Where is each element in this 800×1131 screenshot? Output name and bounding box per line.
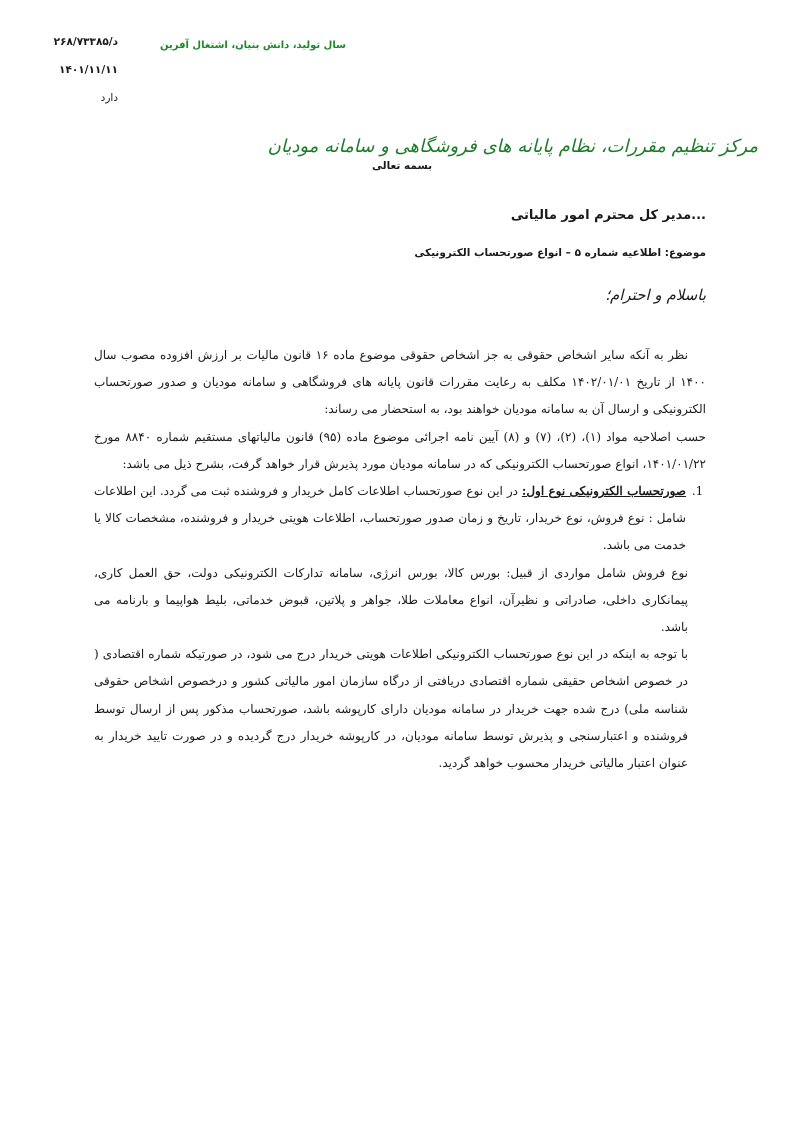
paragraph-regulation: حسب اصلاحیه مواد (۱)، (۲)، (۷) و (۸) آیین نامه اجرائی موضوع ماده (۹۵) قانون مالیاتهای مستقیم شماره ۸۸۴۰ مورخ ۱۴۰۱/۰۱/۲۲، انواع صورتحساب الکترونیکی که در سامانه مودیان مورد پذیرش قرار خواهد گرفت، بشرح ذیل می باشد:	[94, 429, 706, 471]
letter-number: ۲۶۸/۷۳۳۸۵/د	[53, 36, 118, 48]
list-item	[94, 478, 688, 560]
letter-date: ۱۴۰۱/۱۱/۱۱	[59, 64, 118, 76]
subject: موضوع: اطلاعیه شماره ۵ – انواع صورتحساب الکترونیکی	[414, 247, 706, 259]
recipient: مدیر کل محترم امور مالیاتی...	[510, 208, 706, 223]
paragraph-buyer-identity: با توجه به اینکه در این نوع صورتحساب الکترونیکی اطلاعات هویتی خریدار درج می شود، در صورتیکه شماره اقتصادی ( در خصوص اشخاص حقیقی شماره اقتصادی دریافتی از درگاه سازمان امور مالیاتی کشور و درخصوص اشخاص حقوقی شناسه ملی) درج شده جهت خریدار در سامانه مودیان دارای کارپوشه باشد، صورتحساب مذکور پس از ارسال توسط فروشنده و اعتبارسنجی و پذیرش توسط سامانه مودیان، در کارپوشه خریدار درج گردیده و در صورت تایید خریدار به عنوان اعتبار مالیاتی خریدار محسوب خواهد گردید.	[94, 647, 688, 771]
year-slogan: سال تولید، دانش بنیان، اشتغال آفرین	[160, 40, 346, 51]
letter-attachment: دارد	[100, 92, 118, 104]
item-text: در این نوع صورتحساب اطلاعات کامل خریدار و فروشنده ثبت می گردد. این اطلاعات شامل : نوع فروش، نوع خریدار، تاریخ و زمان صدور صورتحساب، اطلاعات هویتی خریدار و فروشنده، مشخصات کالا یا خدمت می باشد.	[94, 484, 686, 553]
letter-meta	[18, 34, 118, 118]
basmala: بسمه تعالی	[372, 160, 433, 172]
paragraph-intro: نظر به آنکه سایر اشخاص حقوقی به جز اشخاص حقوقی موضوع ماده ۱۶ قانون مالیات بر ارزش افزوده مصوب سال ۱۴۰۰ از تاریخ ۱۴۰۲/۰۱/۰۱ مکلف به رعایت مقررات قانون پایانه های فروشگاهی و سامانه مودیان و صدور صورتحساب الکترونیکی و ارسال آن به سامانه مودیان خواهند بود، به استحضار می رساند:	[94, 348, 706, 417]
item-title: صورتحساب الکترونیکی نوع اول:	[521, 484, 686, 499]
center-name: مرکز تنظیم مقررات، نظام پایانه های فروشگاهی و سامانه مودیان	[267, 136, 758, 157]
letter-body	[94, 342, 706, 777]
invoice-types-list	[94, 478, 706, 560]
paragraph-sale-types: نوع فروش شامل مواردی از قبیل: بورس کالا، بورس انرژی، سامانه تدارکات الکترونیکی دولت، حق العمل کاری، پیمانکاری داخلی، صادراتی و نظیرآن، انواع معاملات طلا، جواهر و پلاتین، قبوض خدماتی، بلیط هواپیما و بارنامه می باشد.	[94, 565, 688, 635]
greeting: باسلام و احترام؛	[605, 286, 706, 304]
